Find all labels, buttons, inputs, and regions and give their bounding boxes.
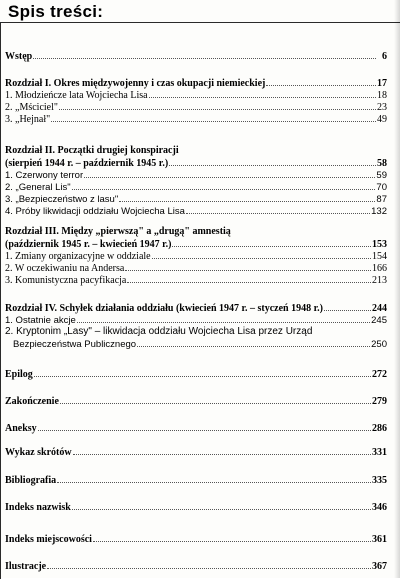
dot-leader: [72, 181, 376, 190]
toc-entry-title: Bibliografia: [5, 475, 57, 486]
toc-entry-chapter-3[interactable]: [5, 238, 387, 250]
toc-entry-page: 87: [376, 194, 387, 205]
toc-entry-page: 49: [377, 114, 387, 125]
dot-leader: [152, 250, 371, 259]
toc-group-chapter-2: [5, 145, 387, 217]
toc-entry-page: 286: [372, 423, 387, 434]
dot-leader: [57, 474, 371, 483]
dot-leader: [119, 193, 375, 202]
toc-entry-title: 3. „Hejnał": [5, 114, 51, 125]
dot-leader: [137, 338, 370, 347]
dot-leader: [324, 302, 371, 311]
toc-entry-page: 213: [372, 275, 387, 286]
toc-entry-1-2[interactable]: [5, 101, 387, 113]
toc-entry-page: 367: [372, 561, 387, 572]
toc-entry-2-2[interactable]: [5, 181, 387, 193]
toc-entry-page: 245: [371, 315, 387, 326]
toc-entry-page: 23: [377, 102, 387, 113]
toc-entry-title: Rozdział IV. Schyłek działania oddziału (kwiecień 1947 r. – styczeń 1948 r.): [5, 303, 323, 314]
toc-group-chapter-1: [5, 77, 387, 125]
toc-entry-title: Wykaz skrótów: [5, 447, 72, 458]
toc-entry-title: (październik 1945 r. – kwiecień 1947 r.): [5, 239, 172, 250]
toc-entry-skroty[interactable]: [5, 446, 387, 458]
toc-entry-chapter-2[interactable]: [5, 157, 387, 169]
toc-entry-title: 2. W oczekiwaniu na Andersa: [5, 263, 125, 274]
toc-group-miejscowosci: [5, 533, 387, 545]
toc-entry-chapter-2-title: Rozdział II. Początki drugiej konspiracji: [5, 145, 179, 156]
dot-leader: [127, 274, 371, 283]
toc-entry-page: 166: [372, 263, 387, 274]
toc-entry-page: 18: [377, 90, 387, 101]
toc-entry-page: 153: [372, 239, 387, 250]
toc-group-chapter-4: [5, 302, 387, 350]
toc-entry-4-2-title: 2. Kryptonim „Lasy" – likwidacja oddziału Wojciecha Lisa przez Urząd: [5, 326, 313, 337]
toc-entry-title: Zakończenie: [5, 396, 59, 407]
toc-entry-title: Aneksy: [5, 423, 37, 434]
toc-entry-page: 58: [377, 158, 387, 169]
toc-entry-title: Epilog: [5, 369, 33, 380]
toc-entry-page: 272: [372, 369, 387, 380]
dot-leader: [34, 368, 371, 377]
toc-entry-title: 1. Młodzieńcze lata Wojciecha Lisa: [5, 90, 148, 101]
toc-group-aneksy: [5, 422, 387, 434]
toc-entry-title: 1. Ostatnie akcje: [5, 315, 76, 326]
toc-entry-4-1[interactable]: [5, 314, 387, 326]
toc-entry-title: 3. „Bezpieczeństwo z lasu": [5, 194, 119, 205]
toc-entry-epilog[interactable]: [5, 368, 387, 380]
toc-entry-page: 279: [372, 396, 387, 407]
toc-entry-page: 335: [372, 475, 387, 486]
toc-entry-page: 244: [372, 303, 387, 314]
dot-leader: [47, 560, 371, 569]
toc-entry-page: 59: [376, 170, 387, 181]
toc-frame: [0, 22, 400, 579]
toc-entry-2-3[interactable]: [5, 193, 387, 205]
toc-entry-3-1[interactable]: [5, 250, 387, 262]
dot-leader: [149, 89, 376, 98]
toc-group-zakonczenie: [5, 395, 387, 407]
toc-entry-title: (sierpień 1944 r. – październik 1945 r.): [5, 158, 169, 169]
toc-entry-nazwiska[interactable]: [5, 501, 387, 513]
toc-group-nazwiska: [5, 501, 387, 513]
toc-group-bibliografia: [5, 474, 387, 486]
toc-entry-page: 331: [372, 447, 387, 458]
toc-group-ilustracje: [5, 560, 387, 572]
toc-entry-1-3[interactable]: [5, 113, 387, 125]
toc-entry-page: 6: [382, 51, 387, 62]
toc-entry-title: 3. Komunistyczna pacyfikacja: [5, 275, 127, 286]
toc-entry-title: 1. Czerwony terror: [5, 170, 84, 181]
toc-entry-title: 2. „Mściciel": [5, 102, 58, 113]
toc-entry-ilustracje[interactable]: [5, 560, 387, 572]
toc-entry-title: Bezpieczeństwa Publicznego: [13, 339, 137, 350]
dot-leader: [77, 314, 370, 323]
toc-entry-title: Rozdział I. Okres międzywojenny i czas okupacji niemieckiej: [5, 78, 266, 89]
toc-group-chapter-3: [5, 226, 387, 286]
toc-entry-page: 361: [372, 534, 387, 545]
dot-leader: [73, 446, 371, 455]
toc-entry-miejscowosci[interactable]: [5, 533, 387, 545]
toc-entry-page: 70: [376, 182, 387, 193]
page-edge-shadow: [394, 0, 400, 578]
toc-entry-3-3[interactable]: [5, 274, 387, 286]
toc-entry-page: 17: [377, 78, 387, 89]
toc-entry-chapter-4[interactable]: [5, 302, 387, 314]
dot-leader: [33, 50, 376, 59]
dot-leader: [93, 533, 371, 542]
toc-entry-title: 2. „General Lis": [5, 182, 71, 193]
dot-leader: [51, 113, 376, 122]
toc-entry-page: 132: [371, 206, 387, 217]
page-title: Spis treści:: [8, 2, 104, 21]
toc-entry-3-2[interactable]: [5, 262, 387, 274]
dot-leader: [59, 101, 376, 110]
toc-entry-title: Indeks nazwisk: [5, 502, 71, 513]
toc-entry-2-1[interactable]: [5, 169, 387, 181]
toc-group-wstep: [5, 50, 387, 62]
dot-leader: [38, 422, 371, 431]
dot-leader: [84, 169, 375, 178]
dot-leader: [266, 77, 376, 86]
toc-entry-4-2[interactable]: [5, 338, 387, 350]
dot-leader: [169, 157, 376, 166]
dot-leader: [172, 238, 371, 247]
toc-group-skroty: [5, 446, 387, 458]
dot-leader: [72, 501, 371, 510]
toc-entry-title: Ilustracje: [5, 561, 47, 572]
toc-entry-title: 4. Próby likwidacji oddziału Wojciecha Lisa: [5, 206, 185, 217]
toc-entry-title: 1. Zmiany organizacyjne w oddziale: [5, 251, 151, 262]
toc-entry-title: Indeks miejscowości: [5, 534, 92, 545]
toc-entry-bibliografia[interactable]: [5, 474, 387, 486]
toc-entry-2-4[interactable]: [5, 205, 387, 217]
toc-entry-page: 154: [372, 251, 387, 262]
toc-entry-title: Wstęp: [5, 51, 33, 62]
toc-group-epilog: [5, 368, 387, 380]
toc-entry-wstep[interactable]: [5, 50, 387, 62]
toc-entry-page: 250: [371, 339, 387, 350]
dot-leader: [125, 262, 371, 271]
dot-leader: [186, 205, 370, 214]
toc-entry-chapter-3-title: Rozdział III. Między „pierwszą" a „drugą" amnestią: [5, 226, 231, 237]
toc-entry-zakonczenie[interactable]: [5, 395, 387, 407]
toc-entry-aneksy[interactable]: [5, 422, 387, 434]
toc-entry-page: 346: [372, 502, 387, 513]
toc-entry-1-1[interactable]: [5, 89, 387, 101]
toc-entry-chapter-1[interactable]: [5, 77, 387, 89]
dot-leader: [60, 395, 371, 404]
